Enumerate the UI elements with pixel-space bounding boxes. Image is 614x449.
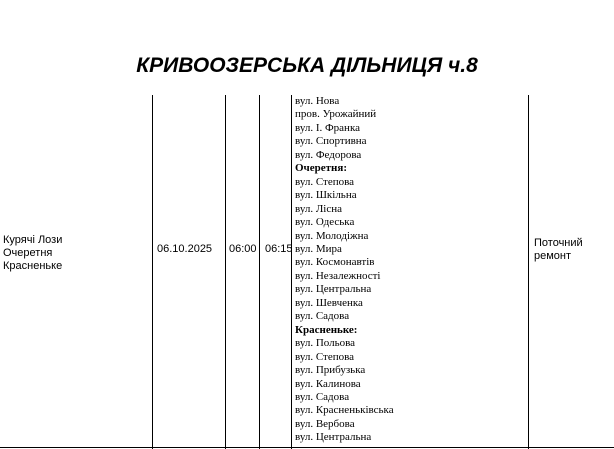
street-item: вул. Степова — [295, 350, 355, 363]
street-item: вул. Одеська — [295, 216, 355, 229]
street-item: вул. Федорова — [295, 148, 362, 161]
village-name: Красненьке — [3, 260, 63, 272]
table-bottom-border — [0, 447, 614, 448]
end-time-cell: 06:15 — [265, 243, 293, 255]
work-type-line: ремонт — [534, 250, 572, 262]
street-item: вул. Мира — [295, 242, 342, 255]
street-item: вул. Космонавтів — [295, 256, 375, 269]
street-item: вул. Центральна — [295, 431, 372, 444]
street-item: вул. Вербова — [295, 417, 355, 430]
table-column-divider — [291, 95, 292, 449]
street-item: вул. Степова — [295, 175, 355, 188]
street-item: вул. Прибузька — [295, 364, 366, 377]
street-item: вул. Красненьківська — [295, 404, 394, 417]
streets-cell — [295, 95, 394, 445]
table-column-divider — [528, 95, 529, 449]
village-name: Курячі Лози — [3, 234, 63, 246]
street-item: вул. Польова — [295, 337, 356, 350]
street-item: пров. Урожайний — [295, 108, 377, 121]
settlement-heading: Красненьке: — [295, 323, 358, 336]
work-type-line: Поточний — [534, 237, 583, 249]
street-item: вул. Спортивна — [295, 135, 367, 148]
table-column-divider — [259, 95, 260, 449]
street-item: вул. Садова — [295, 390, 350, 403]
start-time-cell: 06:00 — [229, 243, 257, 255]
document-title: КРИВООЗЕРСЬКА ДІЛЬНИЦЯ ч.8 — [136, 54, 478, 77]
street-item: вул. Незалежності — [295, 269, 381, 282]
street-item: вул. Шевченка — [295, 296, 363, 309]
table-column-divider — [225, 95, 226, 449]
street-item: вул. Калинова — [295, 377, 361, 390]
street-item: вул. Молодіжна — [295, 229, 369, 242]
street-item: вул. Шкільна — [295, 189, 357, 202]
villages-cell — [3, 234, 62, 273]
street-item: вул. Нова — [295, 95, 340, 107]
village-name: Очеретня — [3, 247, 53, 259]
table-column-divider — [152, 95, 153, 449]
street-item: вул. Центральна — [295, 283, 372, 296]
settlement-heading: Очеретня: — [295, 162, 347, 175]
date-cell: 06.10.2025 — [157, 243, 213, 255]
work-type-cell — [534, 237, 583, 263]
street-item: вул. Садова — [295, 310, 350, 323]
street-item: вул. І. Франка — [295, 121, 361, 134]
street-item: вул. Лісна — [295, 202, 342, 215]
